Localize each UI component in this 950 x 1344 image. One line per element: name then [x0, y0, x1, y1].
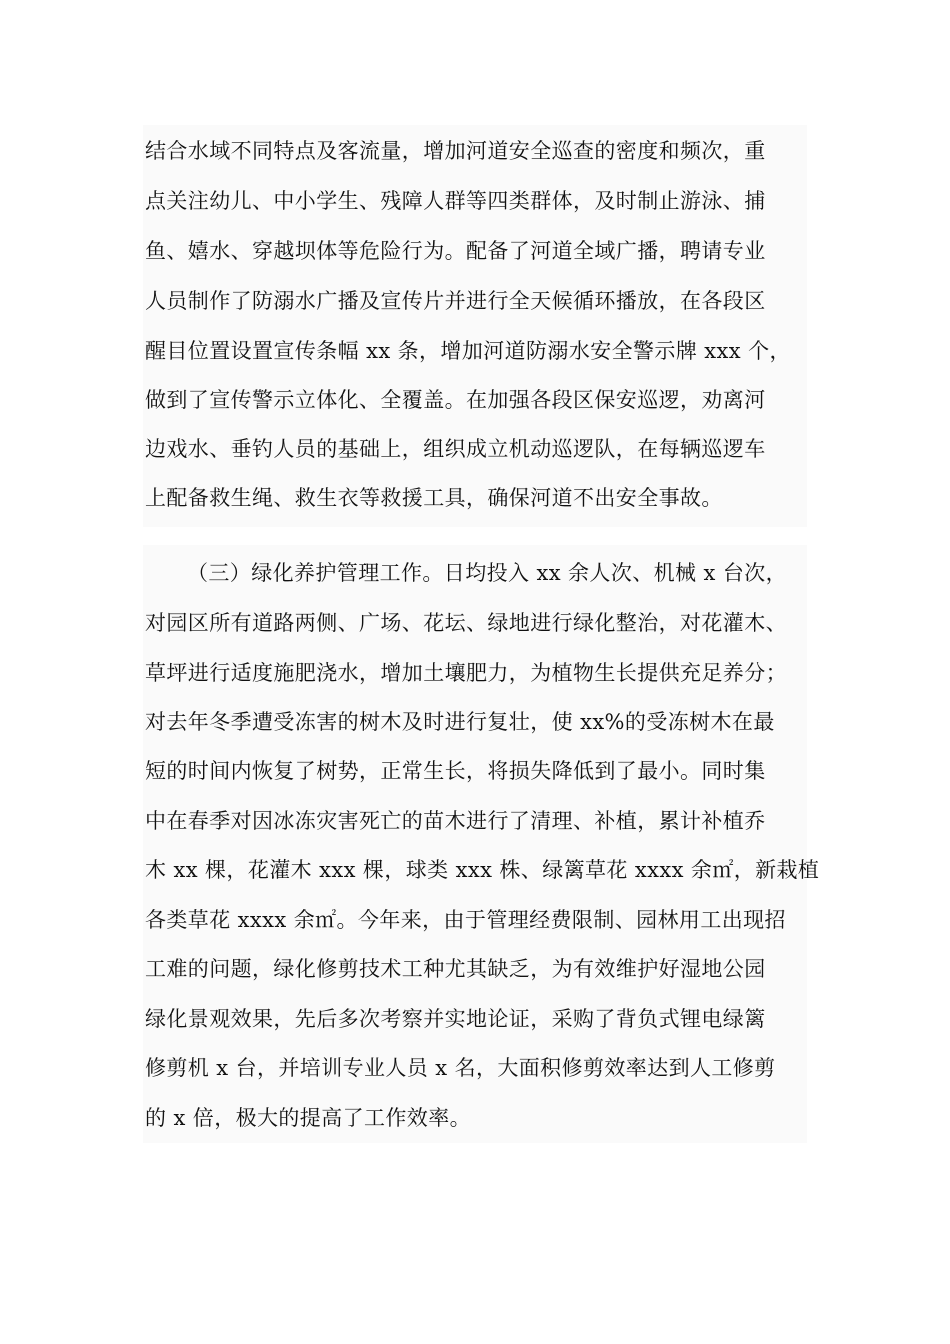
text-line: 对园区所有道路两侧、广场、花坛、绿地进行绿化整治，对花灌木、 [145, 611, 787, 635]
section-heading-line: （三）绿化养护管理工作。日均投入 xx 余人次、机械 x 台次， [187, 561, 788, 585]
text-line: 人员制作了防溺水广播及宣传片并进行全天候循环播放，在各段区 [145, 289, 766, 313]
paragraph-greening-maintenance [143, 545, 820, 1143]
text-line: 工难的问题，绿化修剪技术工种尤其缺乏，为有效维护好湿地公园 [145, 957, 766, 981]
text-line: 做到了宣传警示立体化、全覆盖。在加强各段区保安巡逻，劝离河 [145, 388, 766, 412]
text-line: 各类草花 xxxx 余㎡。今年来，由于管理经费限制、园林用工出现招 [145, 908, 786, 932]
text-line: 上配备救生绳、救生衣等救援工具，确保河道不出安全事故。 [145, 486, 723, 510]
text-line: 结合水域不同特点及客流量，增加河道安全巡查的密度和频次，重 [145, 139, 766, 163]
text-line: 的 x 倍，极大的提高了工作效率。 [145, 1106, 471, 1130]
paragraph-river-safety [143, 125, 807, 527]
text-line: 草坪进行适度施肥浇水，增加土壤肥力，为植物生长提供充足养分； [145, 661, 787, 685]
text-line: 中在春季对因冰冻灾害死亡的苗木进行了清理、补植，累计补植乔 [145, 809, 766, 833]
text-line: 点关注幼儿、中小学生、残障人群等四类群体，及时制止游泳、捕 [145, 189, 766, 213]
text-line: 醒目位置设置宣传条幅 xx 条，增加河道防溺水安全警示牌 xxx 个， [145, 339, 791, 363]
text-line: 木 xx 棵，花灌木 xxx 棵，球类 xxx 株、绿篱草花 xxxx 余㎡，新栽植 [145, 858, 820, 882]
text-line: 短的时间内恢复了树势，正常生长，将损失降低到了最小。同时集 [145, 759, 766, 783]
text-line: 绿化景观效果，先后多次考察并实地论证，采购了背负式锂电绿篱 [145, 1007, 766, 1031]
text-line: 边戏水、垂钓人员的基础上，组织成立机动巡逻队，在每辆巡逻车 [145, 437, 766, 461]
text-line: 鱼、嬉水、穿越坝体等危险行为。配备了河道全域广播，聘请专业 [145, 239, 766, 263]
text-line: 对去年冬季遭受冻害的树木及时进行复壮，使 xx%的受冻树木在最 [145, 710, 775, 734]
text-line: 修剪机 x 台，并培训专业人员 x 名，大面积修剪效率达到人工修剪 [145, 1056, 776, 1080]
